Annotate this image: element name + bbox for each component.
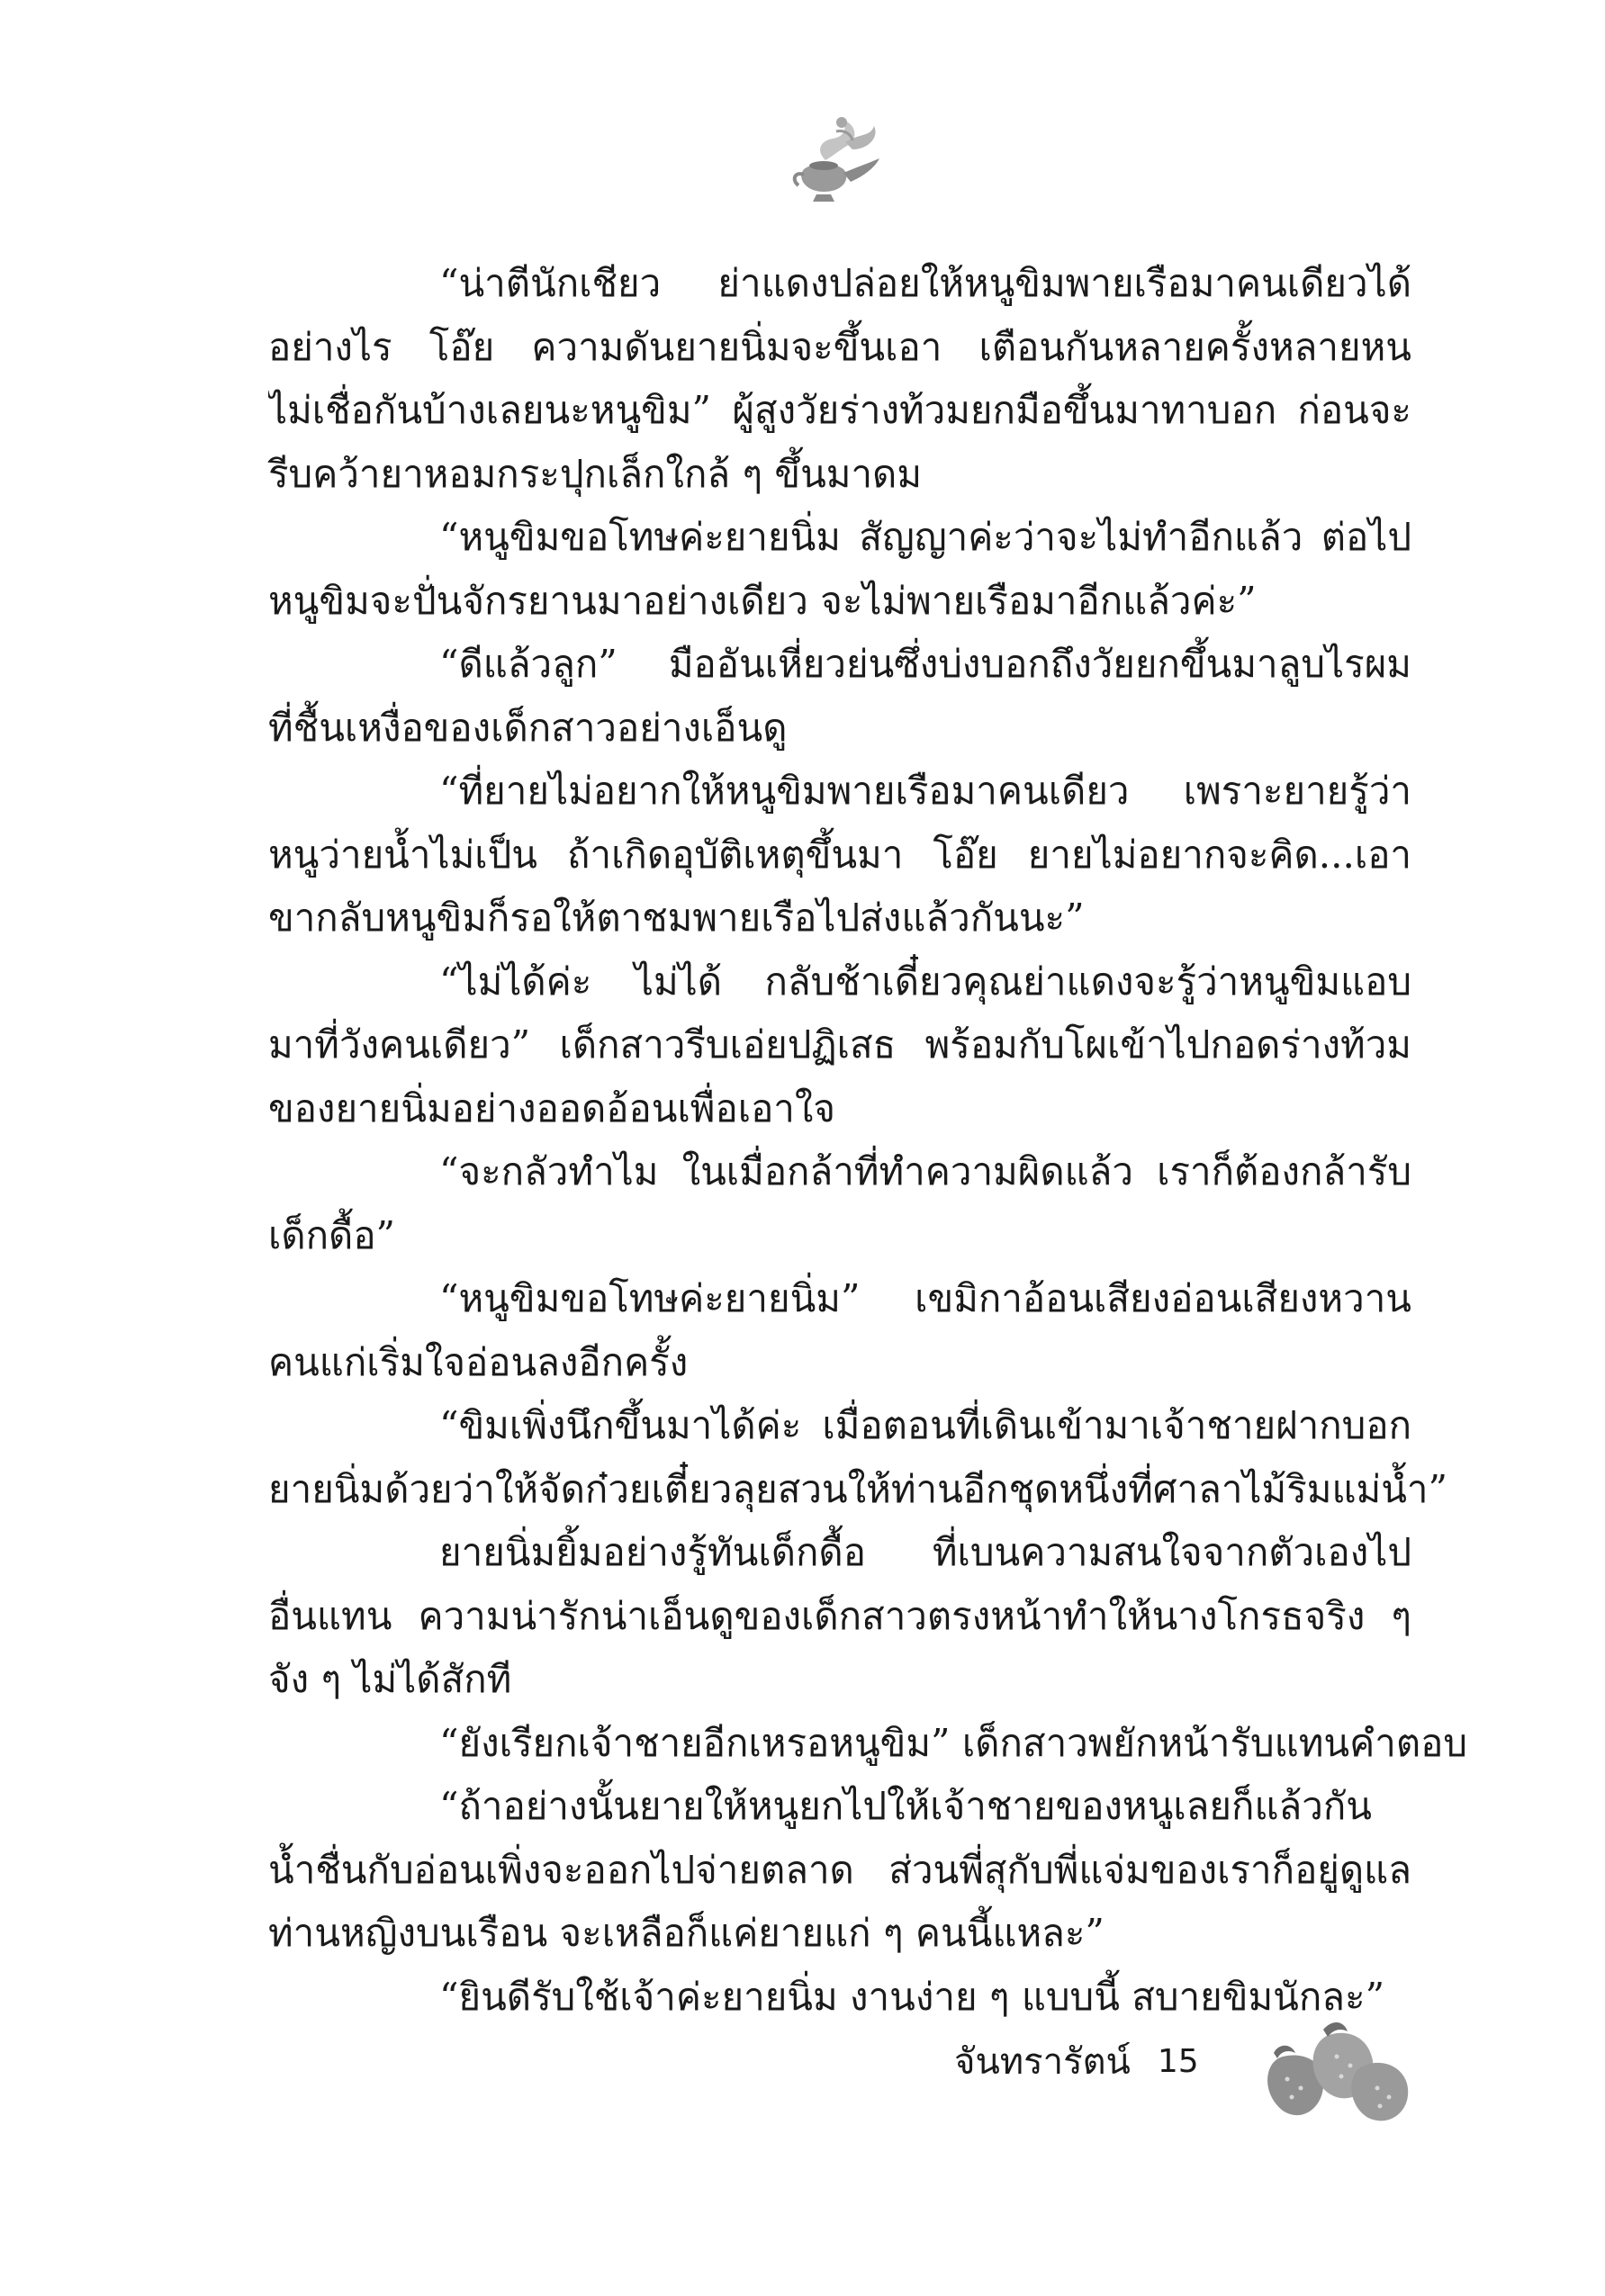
author-name: จันทรารัตน์	[954, 2041, 1131, 2083]
paragraph-line: คนแก่เริ่มใจอ่อนลงอีกครั้ง	[268, 1339, 689, 1384]
paragraph-first-line: “จะกลัวทำไม ในเมื่อกล้าที่ทำความผิดแล้ว เราก็ต้องกล้ารับ	[439, 1149, 1411, 1193]
paragraph-line: รีบคว้ายาหอมกระปุกเล็กใกล้ ๆ ขึ้นมาดม	[268, 451, 923, 496]
paragraph-line: ยายนิ่มด้วยว่าให้จัดก๋วยเตี๋ยวลุยสวนให้ท่านอีกชุดหนึ่งที่ศาลาไม้ริมแม่น้ำ”	[268, 1466, 1447, 1511]
paragraph-line: ท่านหญิงบนเรือน จะเหลือก็แค่ยายแก่ ๆ คนนี้แหละ”	[268, 1911, 1105, 1955]
paragraph-first-line: “หนูขิมขอโทษค่ะยายนิ่ม” เขมิกาอ้อนเสียงอ่อนเสียงหวาน	[439, 1276, 1411, 1320]
story-text	[268, 252, 1467, 2029]
paragraph-line: ที่ชื้นเหงื่อของเด็กสาวอย่างเอ็นดู	[268, 705, 788, 750]
paragraph-first-line: “ยังเรียกเจ้าชายอีกเหรอหนูขิม” เด็กสาวพยักหน้ารับแทนคำตอบ	[439, 1720, 1467, 1765]
paragraph-first-line: “ไม่ได้ค่ะ ไม่ได้ กลับช้าเดี๋ยวคุณย่าแดงจะรู้ว่าหนูขิมแอบ	[439, 959, 1411, 1004]
strawberries-icon	[1247, 1994, 1422, 2129]
paragraph-line: น้ำชื่นกับอ่อนเพิ่งจะออกไปจ่ายตลาด ส่วนพี่สุกับพี่แจ่มของเราก็อยู่ดูแล	[268, 1847, 1411, 1892]
paragraph-line: หนูขิมจะปั่นจักรยานมาอย่างเดียว จะไม่พายเรือมาอีกแล้วค่ะ”	[268, 578, 1257, 623]
paragraph-line: ของยายนิ่มอย่างออดอ้อนเพื่อเอาใจ	[268, 1085, 835, 1130]
paragraph-line: เด็กดื้อ”	[268, 1212, 396, 1257]
paragraph-first-line: “ดีแล้วลูก” มืออันเหี่ยวย่นซึ่งบ่งบอกถึงวัยยกขึ้นมาลูบไรผม	[439, 642, 1411, 686]
page-footer	[954, 2034, 1199, 2088]
paragraph-first-line: “ยินดีรับใช้เจ้าค่ะยายนิ่ม งานง่าย ๆ แบบนี้ สบายขิมนักละ”	[439, 1974, 1385, 2019]
paragraph-first-line: “หนูขิมขอโทษค่ะยายนิ่ม สัญญาค่ะว่าจะไม่ทำอีกแล้ว ต่อไป	[439, 515, 1411, 559]
paragraph-first-line: ยายนิ่มยิ้มอย่างรู้ทันเด็กดื้อ ที่เบนความสนใจจากตัวเองไป	[439, 1530, 1411, 1574]
paragraph-first-line: “น่าตีนักเชียว ย่าแดงปล่อยให้หนูขิมพายเรือมาคนเดียวได้	[439, 261, 1411, 305]
page-number: 15	[1157, 2042, 1199, 2080]
paragraph-line: ขากลับหนูขิมก็รอให้ตาชมพายเรือไปส่งแล้วกันนะ”	[268, 896, 1085, 940]
paragraph-line: อื่นแทน ความน่ารักน่าเอ็นดูของเด็กสาวตรงหน้าทำให้นางโกรธจริง ๆ	[268, 1593, 1411, 1638]
paragraph-line: ไม่เชื่อกันบ้างเลยนะหนูขิม” ผู้สูงวัยร่างท้วมยกมือขึ้นมาทาบอก ก่อนจะ	[268, 388, 1411, 432]
paragraph-line: จัง ๆ ไม่ได้สักที	[268, 1657, 512, 1701]
paragraph-line: มาที่วังคนเดียว” เด็กสาวรีบเอ่ยปฏิเสธ พร้อมกับโผเข้าไปกอดร่างท้วม	[268, 1022, 1411, 1067]
paragraph-first-line: “ถ้าอย่างนั้นยายให้หนูยกไปให้เจ้าชายของหนูเลยก็แล้วกัน	[439, 1784, 1372, 1828]
paragraph-line: หนูว่ายน้ำไม่เป็น ถ้าเกิดอุบัติเหตุขึ้นมา โอ๊ย ยายไม่อยากจะคิด...เอา	[268, 832, 1411, 877]
paragraph-first-line: “ที่ยายไม่อยากให้หนูขิมพายเรือมาคนเดียว เพราะยายรู้ว่า	[439, 769, 1411, 813]
paragraph-line: อย่างไร โอ๊ย ความดันยายนิ่มจะขึ้นเอา เตือนกันหลายครั้งหลายหน	[268, 324, 1411, 369]
teapot-genie-icon	[770, 106, 905, 223]
paragraph-first-line: “ขิมเพิ่งนึกขึ้นมาได้ค่ะ เมื่อตอนที่เดินเข้ามาเจ้าชายฝากบอก	[439, 1403, 1411, 1447]
